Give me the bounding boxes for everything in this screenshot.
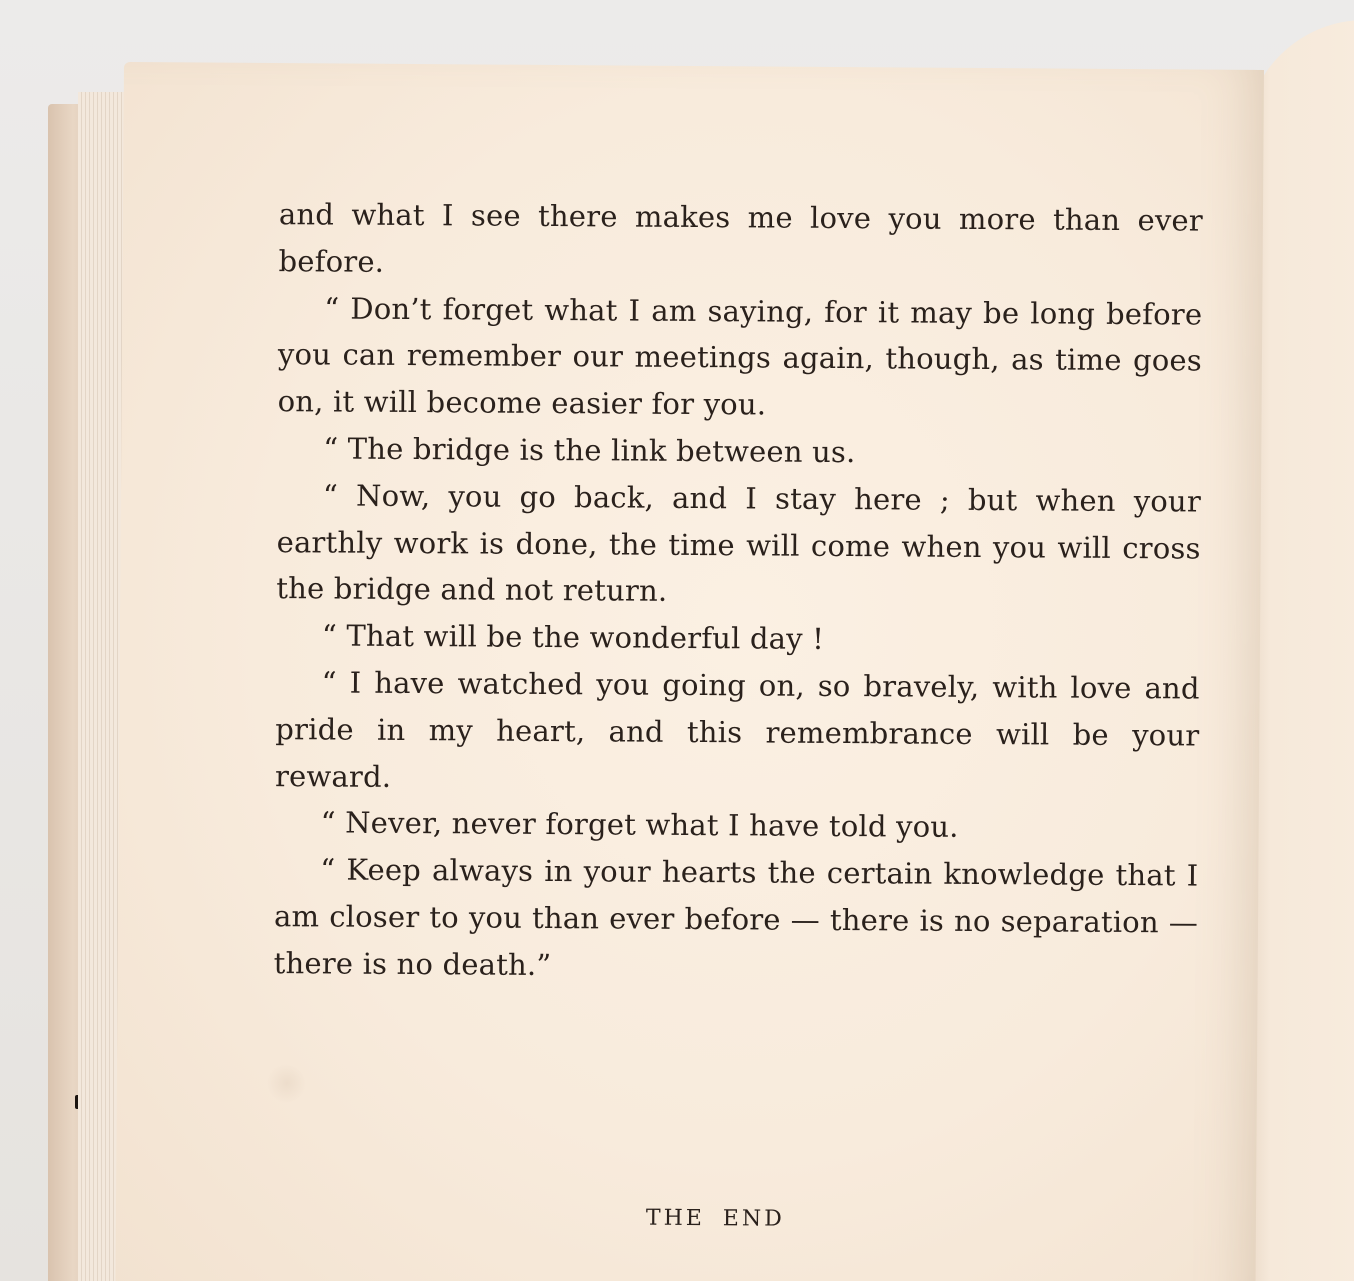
paragraph-3: “ The bridge is the link between us. — [323, 431, 856, 470]
the-end-footer: THE END — [645, 1205, 785, 1232]
paragraph-1: and what I see there makes me love you more than ever before. — [278, 197, 1204, 279]
page-smudge — [267, 1063, 307, 1103]
paragraph-2: “ Don’t forget what I am saying, for it may be long before you can remember our meetings again, though, as time goes on, it will become easier for you. — [277, 290, 1203, 422]
paragraph-4: “ Now, you go back, and I stay here ; but when your earthly work is done, the time will come when you will cross the bridge and not return. — [276, 478, 1202, 609]
book-page — [115, 62, 1264, 1281]
paragraph-5: “ That will be the wonderful day ! — [321, 618, 825, 657]
paragraph-7: “ Never, never forget what I have told you. — [320, 805, 959, 845]
paragraph-8: “ Keep always in your hearts the certain knowledge that I am closer to you than ever before — there is no separation — there is no death.” — [273, 852, 1199, 982]
page-text — [274, 191, 1204, 993]
paragraph-6: “ I have watched you going on, so bravely, with love and pride in my heart, and this remembrance will be your reward. — [274, 665, 1200, 794]
